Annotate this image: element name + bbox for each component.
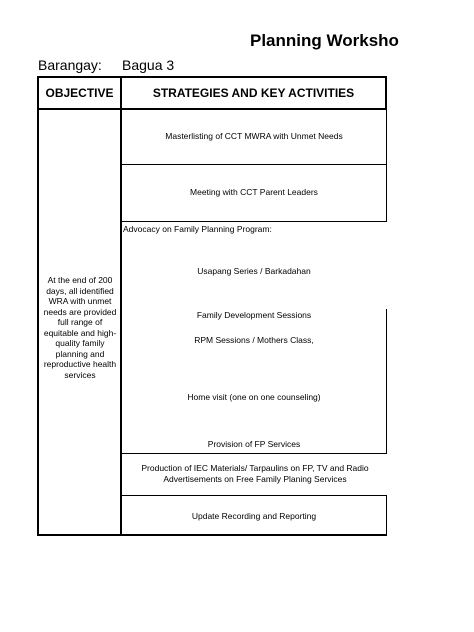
activity-fds: Family Development Sessions bbox=[196, 310, 312, 320]
cell-right-border bbox=[386, 309, 387, 453]
activity-usapang: Usapang Series / Barkadahan bbox=[197, 266, 311, 276]
barangay-label: Barangay: bbox=[38, 57, 102, 73]
table-left-border bbox=[37, 76, 39, 536]
row-divider bbox=[121, 453, 387, 454]
column-divider bbox=[120, 76, 122, 536]
activity-home-visit: Home visit (one on one counseling) bbox=[187, 392, 321, 402]
table-bottom-border bbox=[37, 534, 387, 536]
document-title: Planning Worksho bbox=[250, 31, 399, 50]
activity-rpm: RPM Sessions / Mothers Class, bbox=[194, 335, 314, 345]
row-divider bbox=[121, 164, 387, 165]
row-divider bbox=[121, 495, 387, 496]
cell-right-border bbox=[386, 109, 387, 222]
activity-iec: Production of IEC Materials/ Tarpaulins on FP, TV and Radio Advertisements on Free Family Planing Services bbox=[141, 463, 369, 484]
activity-meeting: Meeting with CCT Parent Leaders bbox=[190, 187, 318, 197]
table-right-border bbox=[385, 76, 387, 110]
activity-fp-services: Provision of FP Services bbox=[207, 439, 301, 449]
barangay-value: Bagua 3 bbox=[122, 57, 175, 73]
advocacy-heading: Advocacy on Family Planning Program: bbox=[123, 224, 272, 234]
header-objective: OBJECTIVE bbox=[45, 86, 114, 100]
table-top-border bbox=[37, 76, 387, 78]
header-bottom-border bbox=[37, 108, 387, 110]
activity-recording: Update Recording and Reporting bbox=[191, 511, 317, 521]
row-divider bbox=[121, 221, 387, 222]
activity-masterlisting: Masterlisting of CCT MWRA with Unmet Needs bbox=[165, 131, 343, 141]
cell-right-border bbox=[386, 496, 387, 535]
header-strategies: STRATEGIES AND KEY ACTIVITIES bbox=[152, 86, 355, 100]
objective-text: At the end of 200 days, all identified WRA with unmet needs are provided full range of equitable and high-quality family planning and reproductive health services bbox=[43, 275, 117, 380]
